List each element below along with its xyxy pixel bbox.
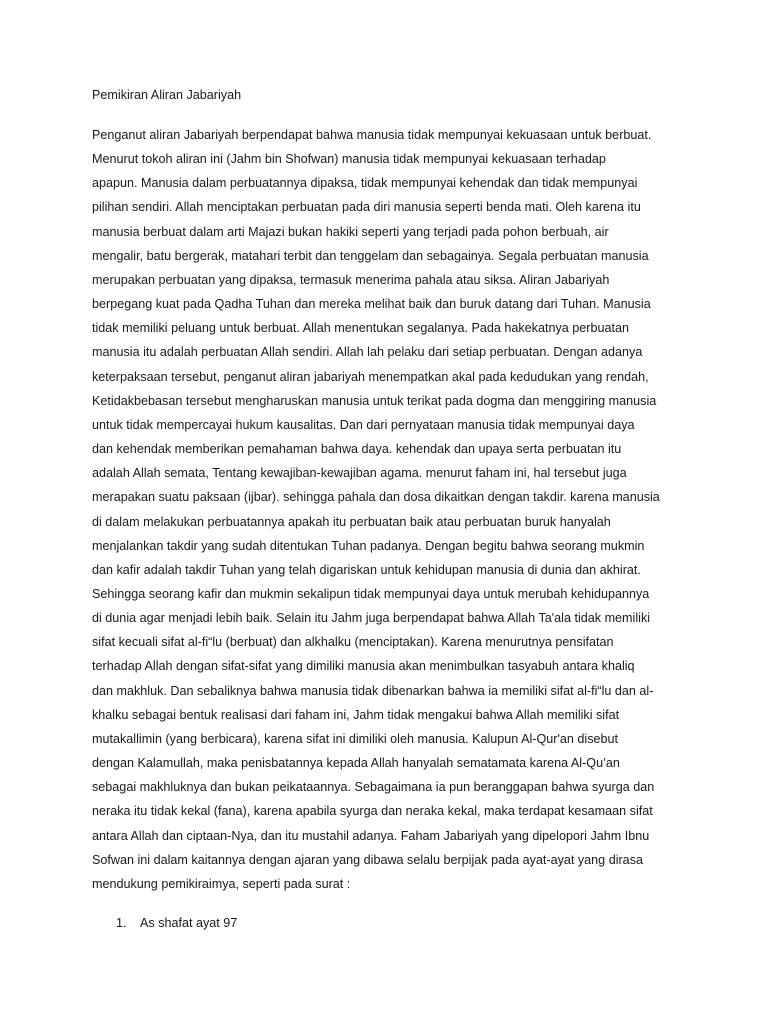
- paragraph-line: merupakan perbuatan yang dipaksa, termasuk menerima pahala atau siksa. Aliran Jabariyah: [92, 272, 610, 287]
- paragraph-line: khalku sebagai bentuk realisasi dari faham ini, Jahm tidak mengakui bahwa Allah memiliki sifat: [92, 707, 620, 722]
- paragraph-line: untuk tidak mempercayai hukum kausalitas. Dan dari pernyataan manusia tidak mempunyai daya: [92, 417, 635, 432]
- paragraph-line: mengalir, batu bergerak, matahari terbit dan tenggelam dan sebagainya. Segala perbuatan manusia: [92, 248, 649, 263]
- paragraph-line: Sehingga seorang kafir dan mukmin sekalipun tidak mempunyai daya untuk merubah kehidupannya: [92, 586, 650, 601]
- paragraph-line: dan makhluk. Dan sebaliknya bahwa manusia tidak dibenarkan bahwa ia memiliki sifat al-fi“lu dan al-: [92, 683, 654, 698]
- paragraph-line: Penganut aliran Jabariyah berpendapat bahwa manusia tidak mempunyai kekuasaan untuk berbuat.: [92, 128, 652, 142]
- paragraph-line: merapakan suatu paksaan (ijbar). sehingga pahala dan dosa dikaitkan dengan takdir. karena manusia: [92, 490, 660, 505]
- paragraph-line: manusia berbuat dalam arti Majazi bukan hakiki seperti yang terjadi pada pohon berbuah, air: [92, 224, 609, 239]
- list-item-text: As shafat ayat 97: [140, 916, 238, 930]
- paragraph-line: adalah Allah semata, Tentang kewajiban-kewajiban agama. menurut faham ini, hal tersebut juga: [92, 466, 627, 481]
- paragraph-line: dengan Kalamullah, maka penisbatannya kepada Allah hanyalah sematamata karena Al-Qu’an: [92, 756, 620, 771]
- paragraph-line: manusia itu adalah perbuatan Allah sendiri. Allah lah pelaku dari setiap perbuatan. Dengan adanya: [92, 345, 643, 360]
- list-item: [116, 916, 237, 930]
- paragraph-line: di dunia agar menjadi lebih baik. Selain itu Jahm juga berpendapat bahwa Allah Ta'ala tidak memiliki: [92, 611, 651, 626]
- paragraph-line: menjalankan takdir yang sudah ditentukan Tuhan padanya. Dengan begitu bahwa seorang mukmin: [92, 538, 645, 553]
- paragraph-line: Ketidakbebasan tersebut mengharuskan manusia untuk terikat pada dogma dan menggiring manusia: [92, 393, 657, 408]
- paragraph-line: mendukung pemikiraimya, seperti pada surat :: [92, 876, 351, 891]
- paragraph-line: pilihan sendiri. Allah menciptakan perbuatan pada diri manusia seperti benda mati. Oleh karena itu: [92, 200, 641, 215]
- paragraph-line: keterpaksaan tersebut, penganut aliran jabariyah menempatkan akal pada kedudukan yang rendah,: [92, 369, 649, 384]
- paragraph-line: antara Allah dan ciptaan-Nya, dan itu mustahil adanya. Faham Jabariyah yang dipelopori Jahm Ibnu: [92, 828, 650, 843]
- paragraph-line: terhadap Allah dengan sifat-sifat yang dimiliki manusia akan menimbulkan tasyabuh antara khaliq: [92, 659, 635, 674]
- paragraph-line: apapun. Manusia dalam perbuatannya dipaksa, tidak mempunyai kehendak dan tidak mempunyai: [92, 176, 638, 191]
- paragraph-line: neraka itu tidak kekal (fana), karena apabila syurga dan neraka kekal, maka terdapat kesamaan sifat: [92, 804, 653, 819]
- list-item-number: 1.: [116, 916, 127, 930]
- paragraph-line: dan kehendak memberikan pemahaman bahwa daya. kehendak dan upaya serta perbuatan itu: [92, 442, 622, 457]
- document-title: Pemikiran Aliran Jabariyah: [92, 88, 242, 102]
- paragraph-line: sebagai makhluknya dan bukan peikataannya. Sebagaimana ia pun beranggapan bahwa syurga dan: [92, 780, 655, 795]
- paragraph-line: di dalam melakukan perbuatannya apakah itu perbuatan baik atau perbuatan buruk hanyalah: [92, 514, 611, 529]
- paragraph-line: tidak memiliki peluang untuk berbuat. Allah menentukan segalanya. Pada hakekatnya perbuatan: [92, 321, 629, 336]
- paragraph-line: Sofwan ini dalam kaitannya dengan ajaran yang dibawa selalu berpijak pada ayat-ayat yang dirasa: [92, 852, 643, 867]
- paragraph-line: mutakallimin (yang berbicara), karena sifat ini dimiliki oleh manusia. Kalupun Al-Qur'an disebut: [92, 731, 618, 746]
- paragraph-line: dan kafir adalah takdir Tuhan yang telah digariskan untuk kehidupan manusia di dunia dan akhirat.: [92, 562, 641, 577]
- body-paragraph: [92, 123, 692, 896]
- paragraph-line: berpegang kuat pada Qadha Tuhan dan mereka melihat baik dan buruk datang dari Tuhan. Manusia: [92, 297, 651, 312]
- paragraph-line: sifat kecuali sifat al-fi“lu (berbuat) dan alkhalku (menciptakan). Karena menurutnya pensifatan: [92, 635, 614, 650]
- paragraph-line: Menurut tokoh aliran ini (Jahm bin Shofwan) manusia tidak mempunyai kekuasaan terhadap: [92, 152, 606, 167]
